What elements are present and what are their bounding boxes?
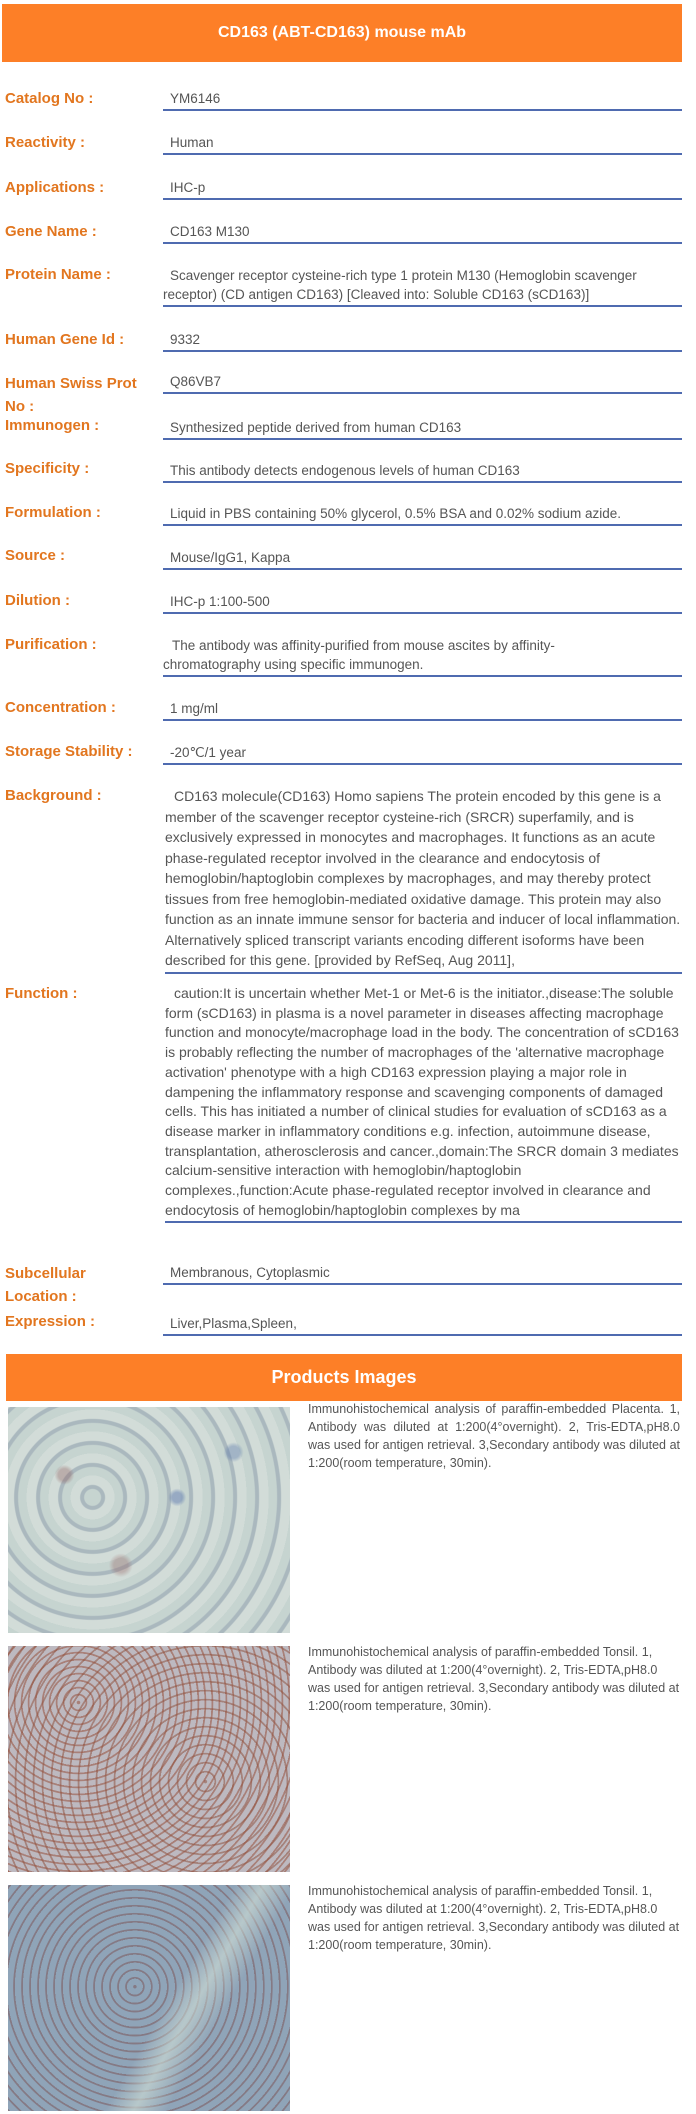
field-label: Immunogen : xyxy=(5,417,100,434)
field-label: Human Gene Id : xyxy=(5,331,125,348)
field-label: Protein Name : xyxy=(5,266,111,283)
field-label: Catalog No : xyxy=(5,90,94,107)
field-label: Formulation : xyxy=(5,504,101,521)
products-images-title: Products Images xyxy=(271,1367,417,1387)
field-value: -20℃/1 year xyxy=(163,743,682,765)
field-label: Concentration : xyxy=(5,699,116,716)
field-label: Expression : xyxy=(5,1313,96,1330)
image-caption: Immunohistochemical analysis of paraffin-embedded Tonsil. 1, Antibody was diluted at 1:200(4°overnight). 2, Tris-EDTA,pH8.0 was used for antigen retrieval. 3,Secondary antibody was diluted at 1:200(room temperature, 30min). xyxy=(308,1645,680,1713)
field-value: caution:It is uncertain whether Met-1 or Met-6 is the initiator.,disease:The soluble form (sCD163) in plasma is a novel parameter in diseases affecting macrophage function and monocyte/macrophage load in the body. The concentration of sCD163 is probably reflecting the number of macrophages of the 'alternative macrophage activation' phenotype with a high CD163 expression playing a major role in dampening the inflammatory response and scavenging components of damaged cells. This has initiated a number of clinical studies for evaluation of sCD163 as a disease marker in inflammatory conditions e.g. infection, autoimmune disease, transplantation, atherosclerosis and cancer.,domain:The SRCR domain 3 mediates calcium-sensitive interaction with hemoglobin/haptoglobin complexes.,function:Acute phase-regulated receptor involved in clearance and endocytosis of hemoglobin/haptoglobin complexes by ma xyxy=(165,984,682,1223)
field-value: Liver,Plasma,Spleen, xyxy=(163,1314,682,1336)
field-label: Storage Stability : xyxy=(5,743,133,760)
field-value: IHC-p 1:100-500 xyxy=(163,592,682,614)
field-value: Human xyxy=(163,133,682,155)
field-value: This antibody detects endogenous levels of human CD163 xyxy=(163,461,682,483)
field-value: Q86VB7 xyxy=(163,372,682,394)
field-label: Background : xyxy=(5,787,102,804)
image-caption: Immunohistochemical analysis of paraffin-embedded Tonsil. 1, Antibody was diluted at 1:200(4°overnight). 2, Tris-EDTA,pH8.0 was used for antigen retrieval. 3,Secondary antibody was diluted at 1:200(room temperature, 30min). xyxy=(308,1884,680,1952)
field-value: Membranous, Cytoplasmic xyxy=(163,1263,682,1285)
field-label: Source : xyxy=(5,547,66,564)
field-value: IHC-p xyxy=(163,178,682,200)
field-label: Applications : xyxy=(5,179,105,196)
ihc-tonsil-image xyxy=(8,1646,290,1872)
field-label: Human Swiss Prot No : xyxy=(5,375,137,415)
ihc-placenta-image xyxy=(8,1407,290,1633)
image-caption: Immunohistochemical analysis of paraffin-embedded Placenta. 1, Antibody was diluted at 1:200(4°overnight). 2, Tris-EDTA,pH8.0 was used for antigen retrieval. 3,Secondary antibody was diluted at 1:200(room temperature, 30min). xyxy=(308,1402,680,1470)
field-value: The antibody was affinity-purified from mouse ascites by affinity-chromatography using specific immunogen. xyxy=(163,636,682,677)
field-value: CD163 M130 xyxy=(163,222,682,244)
field-label: Function : xyxy=(5,985,78,1002)
product-title-banner xyxy=(2,4,682,62)
field-label: Dilution : xyxy=(5,592,70,609)
product-title: CD163 (ABT-CD163) mouse mAb xyxy=(217,24,467,41)
field-value: Liquid in PBS containing 50% glycerol, 0.5% BSA and 0.02% sodium azide. xyxy=(163,504,682,526)
field-value: Synthesized peptide derived from human CD163 xyxy=(163,418,682,440)
field-value: Mouse/IgG1, Kappa xyxy=(163,548,682,570)
ihc-tonsil-image xyxy=(8,1885,290,2111)
field-value: YM6146 xyxy=(163,89,682,111)
field-value: 1 mg/ml xyxy=(163,699,682,721)
field-label: Gene Name : xyxy=(5,223,97,240)
field-label: Subcellular Location : xyxy=(5,1265,86,1305)
products-images-banner xyxy=(6,1354,682,1401)
field-value: 9332 xyxy=(163,330,682,352)
field-label: Specificity : xyxy=(5,460,90,477)
field-label: Reactivity : xyxy=(5,134,86,151)
field-value: Scavenger receptor cysteine-rich type 1 protein M130 (Hemoglobin scavenger receptor) (CD antigen CD163) [Cleaved into: Soluble CD163 (sCD163)] xyxy=(163,266,682,307)
field-value: CD163 molecule(CD163) Homo sapiens The protein encoded by this gene is a member of the scavenger receptor cysteine-rich (SRCR) superfamily, and is exclusively expressed in monocytes and macrophages. It functions as an acute phase-regulated receptor involved in the clearance and endocytosis of hemoglobin/haptoglobin complexes by macrophages, and may thereby protect tissues from free hemoglobin-mediated oxidative damage. This protein may also function as an innate immune sensor for bacteria and inducer of local inflammation. Alternatively spliced transcript variants encoding different isoforms have been described for this gene. [provided by RefSeq, Aug 2011], xyxy=(165,786,682,974)
field-label: Purification : xyxy=(5,636,97,653)
